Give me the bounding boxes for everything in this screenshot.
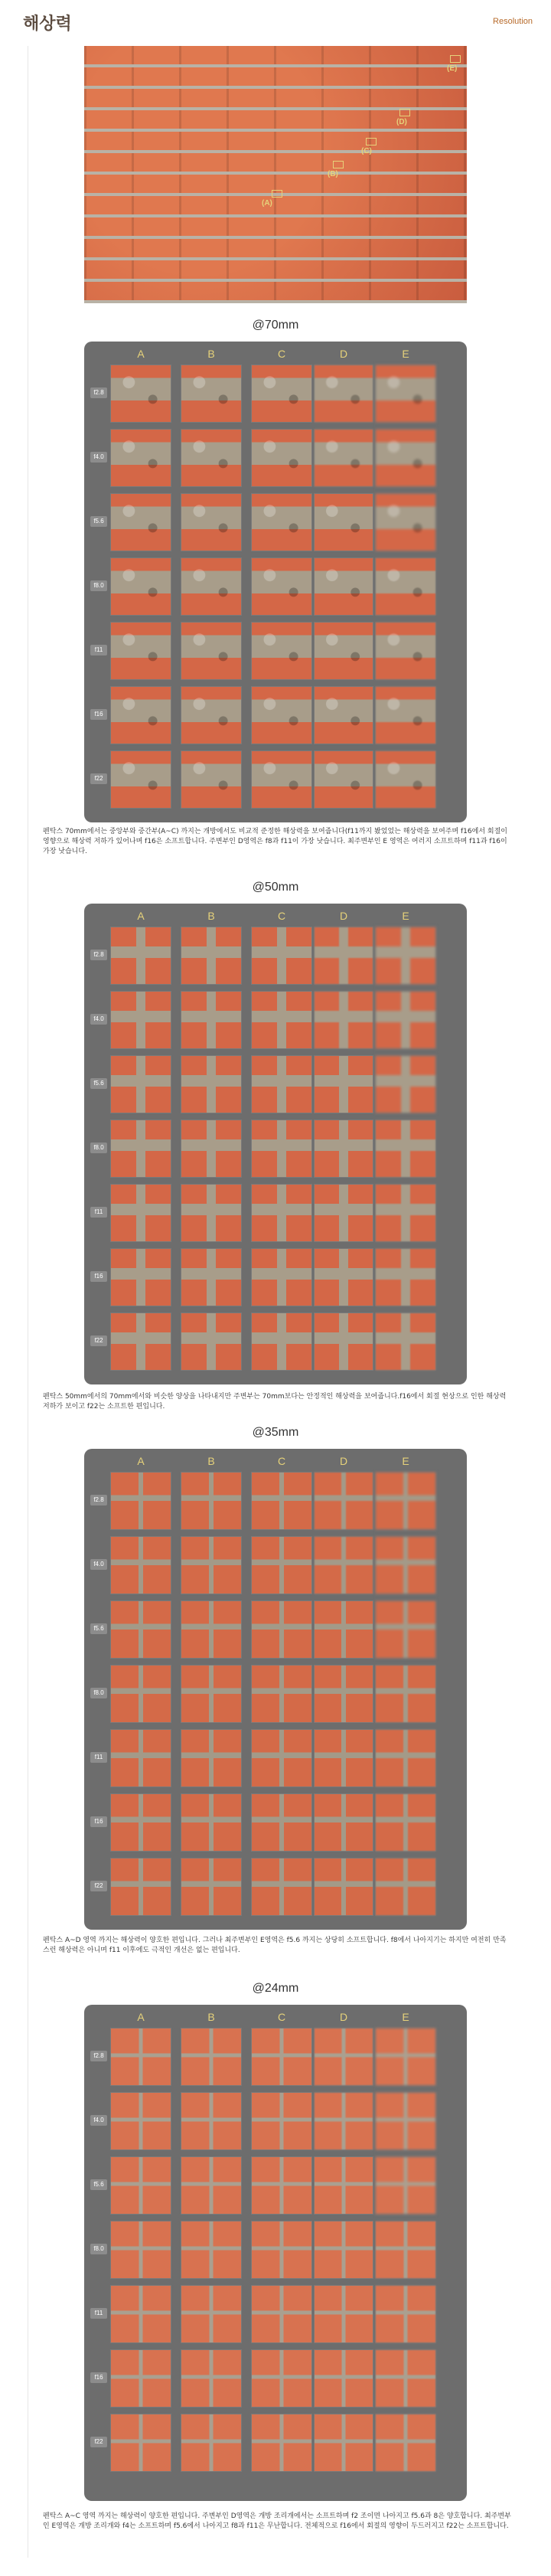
column-header-d: D (339, 1455, 348, 1467)
sample-crop-b-f4-0 (181, 2092, 242, 2150)
sample-crop-b-f4-0 (181, 991, 242, 1049)
hero-label-a: (A) (262, 199, 272, 208)
sample-crop-c-f8-0 (251, 557, 312, 616)
row-label-f16: f16 (90, 1271, 107, 1282)
sample-crop-a-f5-6 (110, 1600, 171, 1659)
sample-crop-e-f2-8 (375, 1472, 436, 1530)
row-label-f11: f11 (90, 645, 107, 655)
column-header-b: B (207, 348, 215, 360)
sample-crop-d-f22 (314, 2414, 373, 2472)
hero-marker-d (399, 109, 410, 116)
hero-marker-e (450, 55, 461, 63)
sample-crop-c-f11 (251, 622, 312, 680)
page-title: 해상력 (23, 15, 72, 34)
sample-crop-b-f8-0 (181, 1665, 242, 1723)
sample-crop-d-f4-0 (314, 1536, 373, 1594)
sample-crop-e-f2-8 (375, 2028, 436, 2086)
row-label-f22: f22 (90, 1335, 107, 1346)
sample-crop-b-f8-0 (181, 557, 242, 616)
sample-crop-c-f8-0 (251, 2221, 312, 2279)
column-header-a: A (137, 1455, 145, 1467)
row-label-f8-0: f8.0 (90, 1688, 107, 1698)
sample-crop-b-f22 (181, 2414, 242, 2472)
sample-crop-c-f5-6 (251, 1600, 312, 1659)
sample-crop-b-f2-8 (181, 1472, 242, 1530)
sample-crop-e-f5-6 (375, 2156, 436, 2215)
section-title-70mm: @70mm (252, 319, 299, 332)
sample-crop-e-f8-0 (375, 1665, 436, 1723)
sample-crop-c-f11 (251, 2285, 312, 2343)
sample-crop-c-f8-0 (251, 1665, 312, 1723)
row-label-f2-8: f2.8 (90, 1495, 107, 1505)
column-header-c: C (277, 1455, 286, 1467)
sample-crop-b-f16 (181, 1248, 242, 1306)
sample-crop-a-f22 (110, 1313, 171, 1371)
sample-crop-d-f11 (314, 622, 373, 680)
sample-crop-c-f2-8 (251, 2028, 312, 2086)
row-label-f5-6: f5.6 (90, 2179, 107, 2190)
column-header-e: E (402, 348, 409, 360)
sample-crop-a-f2-8 (110, 364, 171, 423)
column-header-c: C (277, 910, 286, 922)
sample-crop-c-f2-8 (251, 364, 312, 423)
sample-crop-a-f22 (110, 750, 171, 809)
sample-crop-a-f22 (110, 1858, 171, 1916)
hero-label-e: (E) (447, 64, 458, 73)
row-label-f16: f16 (90, 709, 107, 720)
sample-crop-d-f5-6 (314, 1055, 373, 1113)
description-50mm: 펜탁스 50mm에서의 70mm에서와 비슷한 양상을 나타내지만 주변부는 70mm보다는 안정적인 해상력을 보여줍니다.f16에서 회절 현상으로 인한 해상력 저하가 보이고 f22는 소프트한 편입니다. (43, 1393, 507, 1411)
sample-crop-a-f5-6 (110, 1055, 171, 1113)
hero-marker-c (366, 138, 377, 145)
sample-crop-c-f11 (251, 1729, 312, 1787)
row-label-f8-0: f8.0 (90, 2244, 107, 2254)
sample-crop-c-f2-8 (251, 927, 312, 985)
column-header-b: B (207, 1455, 215, 1467)
sample-crop-d-f8-0 (314, 1120, 373, 1178)
sample-crop-e-f22 (375, 750, 436, 809)
sample-crop-a-f11 (110, 1729, 171, 1787)
column-header-d: D (339, 910, 348, 922)
row-label-f2-8: f2.8 (90, 950, 107, 960)
row-label-f2-8: f2.8 (90, 387, 107, 398)
column-header-a: A (137, 910, 145, 922)
sample-crop-e-f2-8 (375, 927, 436, 985)
sample-crop-c-f16 (251, 1248, 312, 1306)
sample-crop-a-f4-0 (110, 429, 171, 487)
sample-crop-e-f5-6 (375, 1055, 436, 1113)
sample-crop-e-f4-0 (375, 991, 436, 1049)
sample-crop-e-f8-0 (375, 2221, 436, 2279)
row-label-f8-0: f8.0 (90, 580, 107, 591)
sample-crop-b-f2-8 (181, 927, 242, 985)
sample-crop-a-f16 (110, 1248, 171, 1306)
sample-crop-b-f11 (181, 1729, 242, 1787)
sample-crop-e-f5-6 (375, 1600, 436, 1659)
sample-crop-e-f11 (375, 622, 436, 680)
sample-crop-c-f11 (251, 1184, 312, 1242)
sample-crop-a-f16 (110, 2349, 171, 2408)
row-label-f5-6: f5.6 (90, 1623, 107, 1634)
sample-crop-d-f4-0 (314, 2092, 373, 2150)
row-label-f22: f22 (90, 2437, 107, 2447)
sample-crop-c-f8-0 (251, 1120, 312, 1178)
hero-brick-image (84, 46, 467, 303)
description-70mm: 펜탁스 70mm에서는 중앙부와 중간부(A~C) 까지는 개방에서도 비교적 준정한 해상력을 보여줍니다(f11까지 봤었었는 해상력을 보여주며 f16에서 회절이 영향으로 해상력 저하가 있어나며 f16은 소프트합니다. 주변부인 D영역은 f8과 f11이 가장 낫습니다. 최주변부인 E 영역은 여러지 소프트하며 f11과 f16이 가장 낫습니다. (43, 828, 507, 855)
sample-crop-d-f11 (314, 1729, 373, 1787)
sample-crop-e-f16 (375, 2349, 436, 2408)
sample-crop-c-f16 (251, 686, 312, 744)
section-title-24mm: @24mm (252, 1982, 299, 1995)
hero-marker-b (333, 161, 344, 168)
sample-crop-a-f4-0 (110, 991, 171, 1049)
sample-crop-a-f4-0 (110, 2092, 171, 2150)
sample-crop-c-f22 (251, 2414, 312, 2472)
sample-crop-e-f8-0 (375, 557, 436, 616)
sample-crop-a-f2-8 (110, 2028, 171, 2086)
sample-crop-e-f16 (375, 1793, 436, 1852)
sample-crop-e-f4-0 (375, 1536, 436, 1594)
sample-crop-d-f11 (314, 1184, 373, 1242)
row-label-f16: f16 (90, 2372, 107, 2383)
sample-crop-d-f22 (314, 1313, 373, 1371)
sample-crop-c-f16 (251, 2349, 312, 2408)
sample-crop-b-f11 (181, 622, 242, 680)
column-header-b: B (207, 910, 215, 922)
row-label-f4-0: f4.0 (90, 1559, 107, 1570)
sample-crop-b-f5-6 (181, 2156, 242, 2215)
sample-crop-b-f2-8 (181, 364, 242, 423)
sample-crop-a-f8-0 (110, 1665, 171, 1723)
row-label-f8-0: f8.0 (90, 1143, 107, 1153)
column-header-a: A (137, 2011, 145, 2023)
sample-crop-b-f8-0 (181, 1120, 242, 1178)
row-label-f2-8: f2.8 (90, 2051, 107, 2061)
sample-crop-d-f8-0 (314, 557, 373, 616)
sample-crop-c-f4-0 (251, 429, 312, 487)
column-header-c: C (277, 2011, 286, 2023)
description-35mm: 펜탁스 A~D 영역 까지는 해상력이 양호한 편입니다. 그러나 최주변부인 E영역은 f5.6 까지는 상당히 소프트합니다. f8에서 나아지기는 하지만 여전히 만족스런 해상력은 아니며 f11 이후에도 극적인 개선은 없는 편입니다. (43, 1937, 507, 1954)
panel-24mm (84, 2005, 467, 2501)
sample-crop-e-f5-6 (375, 493, 436, 551)
sample-crop-d-f16 (314, 686, 373, 744)
row-label-f11: f11 (90, 1752, 107, 1763)
row-label-f11: f11 (90, 2308, 107, 2319)
hero-label-b: (B) (328, 170, 338, 178)
hero-marker-a (272, 190, 282, 198)
column-header-e: E (402, 2011, 409, 2023)
row-label-f4-0: f4.0 (90, 452, 107, 463)
sample-crop-d-f5-6 (314, 1600, 373, 1659)
row-label-f4-0: f4.0 (90, 2115, 107, 2126)
sample-crop-c-f22 (251, 1858, 312, 1916)
sample-crop-c-f4-0 (251, 1536, 312, 1594)
sample-crop-b-f4-0 (181, 429, 242, 487)
column-header-e: E (402, 910, 409, 922)
sample-crop-d-f2-8 (314, 1472, 373, 1530)
column-header-a: A (137, 348, 145, 360)
sample-crop-c-f22 (251, 1313, 312, 1371)
sample-crop-c-f16 (251, 1793, 312, 1852)
sample-crop-a-f2-8 (110, 927, 171, 985)
sample-crop-b-f22 (181, 1313, 242, 1371)
sample-crop-d-f2-8 (314, 364, 373, 423)
sample-crop-c-f4-0 (251, 2092, 312, 2150)
panel-50mm (84, 904, 467, 1384)
sample-crop-c-f5-6 (251, 493, 312, 551)
column-header-d: D (339, 2011, 348, 2023)
sample-crop-e-f11 (375, 1729, 436, 1787)
column-header-e: E (402, 1455, 409, 1467)
sample-crop-e-f22 (375, 2414, 436, 2472)
row-label-f22: f22 (90, 1881, 107, 1891)
hero-label-c: (C) (361, 147, 372, 155)
sample-crop-c-f22 (251, 750, 312, 809)
hero-label-d: (D) (396, 118, 407, 126)
row-label-f16: f16 (90, 1816, 107, 1827)
sample-crop-b-f8-0 (181, 2221, 242, 2279)
sample-crop-d-f2-8 (314, 2028, 373, 2086)
sample-crop-e-f16 (375, 1248, 436, 1306)
row-label-f4-0: f4.0 (90, 1014, 107, 1025)
sample-crop-a-f4-0 (110, 1536, 171, 1594)
sample-crop-d-f4-0 (314, 991, 373, 1049)
column-header-b: B (207, 2011, 215, 2023)
row-label-f5-6: f5.6 (90, 516, 107, 527)
sample-crop-d-f8-0 (314, 2221, 373, 2279)
sample-crop-d-f16 (314, 1793, 373, 1852)
sample-crop-a-f8-0 (110, 2221, 171, 2279)
sample-crop-b-f11 (181, 2285, 242, 2343)
sample-crop-d-f5-6 (314, 493, 373, 551)
sample-crop-e-f11 (375, 2285, 436, 2343)
sample-crop-a-f5-6 (110, 2156, 171, 2215)
row-label-f5-6: f5.6 (90, 1078, 107, 1089)
sample-crop-a-f11 (110, 1184, 171, 1242)
sample-crop-a-f8-0 (110, 557, 171, 616)
sample-crop-c-f4-0 (251, 991, 312, 1049)
sample-crop-a-f2-8 (110, 1472, 171, 1530)
sample-crop-e-f4-0 (375, 2092, 436, 2150)
sample-crop-b-f5-6 (181, 493, 242, 551)
sample-crop-b-f22 (181, 1858, 242, 1916)
sample-crop-b-f16 (181, 2349, 242, 2408)
panel-70mm (84, 342, 467, 822)
sample-crop-a-f16 (110, 686, 171, 744)
sample-crop-d-f4-0 (314, 429, 373, 487)
section-title-50mm: @50mm (252, 881, 299, 894)
sample-crop-b-f5-6 (181, 1055, 242, 1113)
sample-crop-e-f8-0 (375, 1120, 436, 1178)
description-24mm: 펜탁스 A~C 영역 까지는 해상력이 양호한 편입니다. 주변부인 D영역은 개방 조리개에서는 소프트하며 f2 조이면 나아지고 f5.6과 8은 양호합니다. 최주변부인 E영역은 개방 조리개와 f4는 소프트하며 f5.6에서 나아지고 f8과 f11은 무난합니다. 전체적으로 f16에서 회절의 영향이 두드러지고 f22는 소프트합니다. (43, 2512, 511, 2530)
sample-crop-b-f2-8 (181, 2028, 242, 2086)
sample-crop-a-f22 (110, 2414, 171, 2472)
sample-crop-a-f16 (110, 1793, 171, 1852)
column-header-d: D (339, 348, 348, 360)
row-label-f11: f11 (90, 1207, 107, 1218)
panel-35mm (84, 1449, 467, 1930)
sample-crop-d-f22 (314, 750, 373, 809)
sample-crop-b-f11 (181, 1184, 242, 1242)
sample-crop-a-f11 (110, 622, 171, 680)
sample-crop-e-f16 (375, 686, 436, 744)
sample-crop-c-f5-6 (251, 2156, 312, 2215)
sample-crop-a-f8-0 (110, 1120, 171, 1178)
sample-crop-e-f22 (375, 1313, 436, 1371)
sample-crop-c-f5-6 (251, 1055, 312, 1113)
sample-crop-e-f4-0 (375, 429, 436, 487)
section-title-35mm: @35mm (252, 1426, 299, 1439)
sample-crop-d-f22 (314, 1858, 373, 1916)
sample-crop-b-f4-0 (181, 1536, 242, 1594)
page-subtitle: Resolution (493, 17, 533, 26)
sample-crop-b-f16 (181, 1793, 242, 1852)
sample-crop-a-f5-6 (110, 493, 171, 551)
sample-crop-b-f16 (181, 686, 242, 744)
row-label-f22: f22 (90, 773, 107, 784)
sample-crop-e-f22 (375, 1858, 436, 1916)
sample-crop-d-f2-8 (314, 927, 373, 985)
sample-crop-e-f2-8 (375, 364, 436, 423)
sample-crop-a-f11 (110, 2285, 171, 2343)
sample-crop-d-f8-0 (314, 1665, 373, 1723)
sample-crop-d-f16 (314, 2349, 373, 2408)
column-header-c: C (277, 348, 286, 360)
sample-crop-c-f2-8 (251, 1472, 312, 1530)
sample-crop-b-f22 (181, 750, 242, 809)
sample-crop-d-f16 (314, 1248, 373, 1306)
sample-crop-b-f5-6 (181, 1600, 242, 1659)
sample-crop-d-f5-6 (314, 2156, 373, 2215)
sample-crop-e-f11 (375, 1184, 436, 1242)
sample-crop-d-f11 (314, 2285, 373, 2343)
